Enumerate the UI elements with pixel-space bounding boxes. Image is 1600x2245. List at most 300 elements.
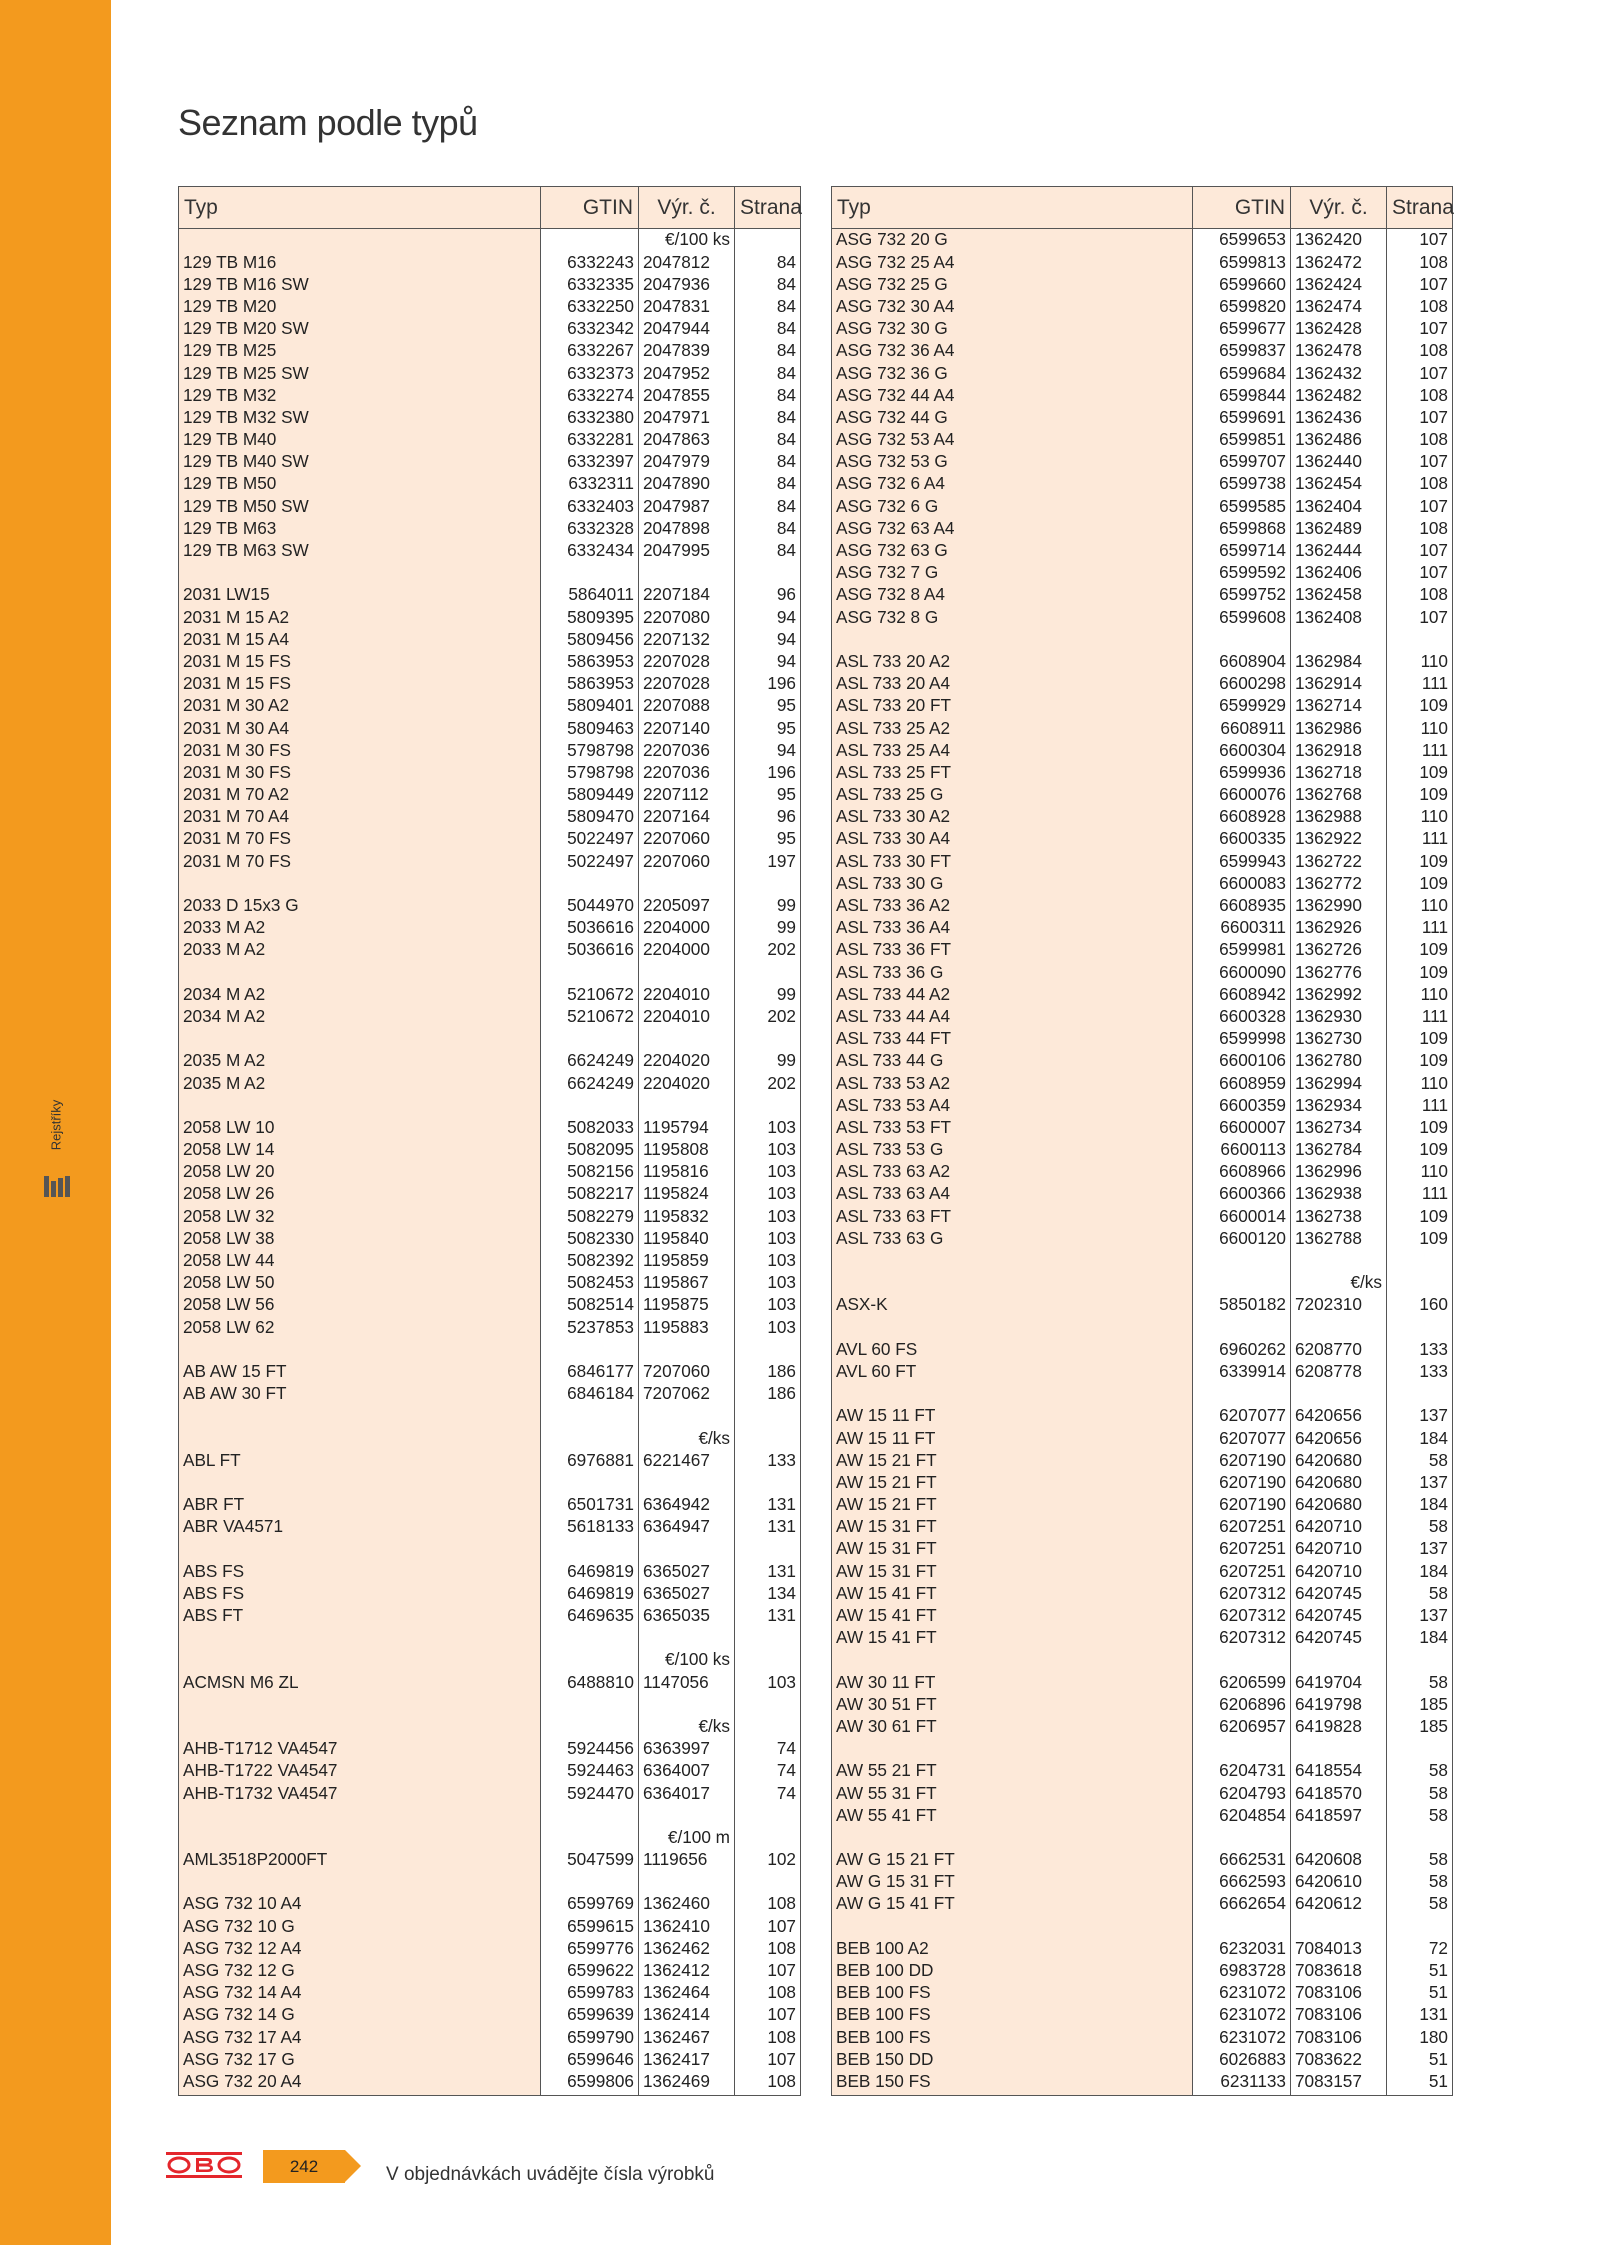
cell-typ: ABS FT bbox=[179, 1605, 541, 1627]
cell-vyr-c: 6420710 bbox=[1291, 1516, 1387, 1538]
cell-strana bbox=[735, 1427, 801, 1449]
cell-vyr-c: 2207036 bbox=[639, 739, 735, 761]
cell-gtin: 5924470 bbox=[541, 1782, 639, 1804]
header-strana: Strana bbox=[1387, 187, 1453, 229]
table-row bbox=[832, 1716, 1453, 1738]
cell-typ: 2031 M 30 A4 bbox=[179, 717, 541, 739]
cell-typ: 2058 LW 38 bbox=[179, 1227, 541, 1249]
cell-typ: ASL 733 20 A2 bbox=[832, 651, 1193, 673]
table-row bbox=[179, 407, 801, 429]
cell-gtin: 6608942 bbox=[1193, 983, 1291, 1005]
cell-typ: ASL 733 63 FT bbox=[832, 1205, 1193, 1227]
cell-strana: 99 bbox=[735, 895, 801, 917]
table-row bbox=[832, 407, 1453, 429]
cell-typ: ASL 733 63 A2 bbox=[832, 1161, 1193, 1183]
cell-typ bbox=[179, 1538, 541, 1560]
cell-typ: ASG 732 44 A4 bbox=[832, 384, 1193, 406]
cell-gtin: 6204793 bbox=[1193, 1782, 1291, 1804]
cell-vyr-c bbox=[639, 1627, 735, 1649]
cell-gtin bbox=[541, 1427, 639, 1449]
cell-vyr-c: 6420656 bbox=[1291, 1427, 1387, 1449]
cell-gtin bbox=[541, 229, 639, 252]
cell-vyr-c: 6419798 bbox=[1291, 1693, 1387, 1715]
cell-strana bbox=[735, 1804, 801, 1826]
cell-strana: 99 bbox=[735, 1050, 801, 1072]
cell-vyr-c: 6420612 bbox=[1291, 1893, 1387, 1915]
cell-gtin: 6232031 bbox=[1193, 1937, 1291, 1959]
cell-strana: 131 bbox=[735, 1494, 801, 1516]
table-row bbox=[179, 340, 801, 362]
cell-vyr-c: 1362988 bbox=[1291, 806, 1387, 828]
cell-strana: 111 bbox=[1387, 739, 1453, 761]
cell-strana: 102 bbox=[735, 1849, 801, 1871]
cell-vyr-c: 2047839 bbox=[639, 340, 735, 362]
cell-strana: 84 bbox=[735, 540, 801, 562]
cell-gtin bbox=[1193, 1649, 1291, 1671]
cell-vyr-c: 1362926 bbox=[1291, 917, 1387, 939]
cell-gtin bbox=[1193, 1738, 1291, 1760]
table-row bbox=[179, 2048, 801, 2070]
cell-strana: 95 bbox=[735, 784, 801, 806]
cell-gtin: 6332403 bbox=[541, 495, 639, 517]
cell-gtin: 5082095 bbox=[541, 1139, 639, 1161]
cell-vyr-c: €/100 ks bbox=[639, 229, 735, 252]
cell-strana: 103 bbox=[735, 1671, 801, 1693]
cell-strana: 109 bbox=[1387, 1139, 1453, 1161]
cell-vyr-c: 1362730 bbox=[1291, 1028, 1387, 1050]
table-row bbox=[832, 939, 1453, 961]
cell-vyr-c: 1362918 bbox=[1291, 739, 1387, 761]
cell-gtin: 6600083 bbox=[1193, 872, 1291, 894]
cell-typ bbox=[179, 961, 541, 983]
cell-gtin: 5863953 bbox=[541, 673, 639, 695]
table-row bbox=[832, 784, 1453, 806]
cell-vyr-c: 1362462 bbox=[639, 1937, 735, 1959]
table-row bbox=[179, 384, 801, 406]
cell-typ: ABS FS bbox=[179, 1582, 541, 1604]
cell-strana: 202 bbox=[735, 1072, 801, 1094]
cell-gtin: 6599868 bbox=[1193, 517, 1291, 539]
table-row bbox=[832, 1072, 1453, 1094]
cell-strana: 109 bbox=[1387, 1117, 1453, 1139]
table-row bbox=[179, 1338, 801, 1360]
cell-typ: 129 TB M25 SW bbox=[179, 362, 541, 384]
cell-strana: 58 bbox=[1387, 1782, 1453, 1804]
cell-strana: 111 bbox=[1387, 1183, 1453, 1205]
cell-vyr-c bbox=[1291, 1250, 1387, 1272]
cell-typ: 129 TB M40 SW bbox=[179, 451, 541, 473]
cell-typ: ASL 733 53 G bbox=[832, 1139, 1193, 1161]
cell-gtin: 6599714 bbox=[1193, 540, 1291, 562]
cell-strana: 84 bbox=[735, 407, 801, 429]
cell-strana: 96 bbox=[735, 806, 801, 828]
cell-gtin: 6599677 bbox=[1193, 318, 1291, 340]
cell-vyr-c: 6420745 bbox=[1291, 1605, 1387, 1627]
table-row bbox=[832, 1627, 1453, 1649]
cell-vyr-c: 1362986 bbox=[1291, 717, 1387, 739]
table-row bbox=[179, 717, 801, 739]
table-row bbox=[832, 1227, 1453, 1249]
cell-typ: 2058 LW 20 bbox=[179, 1161, 541, 1183]
cell-gtin bbox=[1193, 628, 1291, 650]
cell-typ: AW G 15 41 FT bbox=[832, 1893, 1193, 1915]
cell-gtin bbox=[541, 1716, 639, 1738]
cell-strana: 109 bbox=[1387, 1028, 1453, 1050]
cell-strana: 107 bbox=[1387, 540, 1453, 562]
cell-vyr-c bbox=[639, 1472, 735, 1494]
table-row bbox=[179, 273, 801, 295]
table-row bbox=[179, 584, 801, 606]
table-row bbox=[832, 872, 1453, 894]
cell-vyr-c: 7207062 bbox=[639, 1383, 735, 1405]
cell-strana: 103 bbox=[735, 1139, 801, 1161]
cell-strana: 51 bbox=[1387, 2071, 1453, 2096]
cell-typ: 2058 LW 14 bbox=[179, 1139, 541, 1161]
cell-strana: 94 bbox=[735, 606, 801, 628]
cell-typ: 2031 M 15 A2 bbox=[179, 606, 541, 628]
cell-vyr-c: 2047995 bbox=[639, 540, 735, 562]
cell-typ: ASG 732 36 G bbox=[832, 362, 1193, 384]
cell-strana: 96 bbox=[735, 584, 801, 606]
cell-gtin: 6600120 bbox=[1193, 1227, 1291, 1249]
table-row bbox=[179, 562, 801, 584]
cell-typ bbox=[179, 1827, 541, 1849]
cell-typ: ASG 732 6 A4 bbox=[832, 473, 1193, 495]
cell-vyr-c: 7083622 bbox=[1291, 2048, 1387, 2070]
cell-typ: 129 TB M25 bbox=[179, 340, 541, 362]
cell-typ: ASG 732 25 A4 bbox=[832, 251, 1193, 273]
cell-strana: 133 bbox=[1387, 1361, 1453, 1383]
cell-gtin: 6599653 bbox=[1193, 229, 1291, 252]
cell-gtin: 6662593 bbox=[1193, 1871, 1291, 1893]
cell-vyr-c: €/ks bbox=[639, 1716, 735, 1738]
cell-vyr-c: 1362420 bbox=[1291, 229, 1387, 252]
cell-typ: ASG 732 30 G bbox=[832, 318, 1193, 340]
cell-gtin: 6332274 bbox=[541, 384, 639, 406]
table-row bbox=[832, 1937, 1453, 1959]
sidebar-strip bbox=[0, 0, 111, 2245]
table-row bbox=[832, 762, 1453, 784]
cell-gtin: 5809463 bbox=[541, 717, 639, 739]
table-row bbox=[832, 1006, 1453, 1028]
cell-strana: 109 bbox=[1387, 1227, 1453, 1249]
cell-strana: 107 bbox=[735, 1960, 801, 1982]
cell-vyr-c: 1195794 bbox=[639, 1117, 735, 1139]
table-row bbox=[832, 473, 1453, 495]
cell-typ bbox=[179, 1649, 541, 1671]
cell-strana: 74 bbox=[735, 1738, 801, 1760]
cell-strana: 108 bbox=[1387, 473, 1453, 495]
footer-note: V objednávkách uvádějte čísla výrobků bbox=[386, 2164, 715, 2185]
table-row bbox=[832, 628, 1453, 650]
cell-gtin bbox=[541, 1405, 639, 1427]
cell-gtin: 6204854 bbox=[1193, 1804, 1291, 1826]
cell-strana: 134 bbox=[735, 1582, 801, 1604]
cell-gtin: 6599813 bbox=[1193, 251, 1291, 273]
cell-typ: AW 15 41 FT bbox=[832, 1605, 1193, 1627]
cell-gtin: 6600007 bbox=[1193, 1117, 1291, 1139]
cell-gtin: 6231072 bbox=[1193, 1982, 1291, 2004]
cell-typ: ASG 732 12 G bbox=[179, 1960, 541, 1982]
table-row bbox=[832, 850, 1453, 872]
cell-typ: BEB 150 DD bbox=[832, 2048, 1193, 2070]
cell-strana: 103 bbox=[735, 1272, 801, 1294]
table-row bbox=[832, 1050, 1453, 1072]
cell-strana: 185 bbox=[1387, 1693, 1453, 1715]
table-row bbox=[832, 1361, 1453, 1383]
cell-typ: 2034 M A2 bbox=[179, 1006, 541, 1028]
cell-vyr-c: 1195816 bbox=[639, 1161, 735, 1183]
cell-gtin: 6332311 bbox=[541, 473, 639, 495]
cell-typ: ASL 733 36 A4 bbox=[832, 917, 1193, 939]
cell-typ: AVL 60 FT bbox=[832, 1361, 1193, 1383]
cell-typ: ASG 732 8 G bbox=[832, 606, 1193, 628]
page-number: 242 bbox=[263, 2150, 345, 2183]
table-row bbox=[179, 828, 801, 850]
cell-vyr-c: 6420745 bbox=[1291, 1627, 1387, 1649]
cell-vyr-c: 1362478 bbox=[1291, 340, 1387, 362]
cell-vyr-c: 1362922 bbox=[1291, 828, 1387, 850]
cell-strana: 108 bbox=[735, 2071, 801, 2096]
cell-vyr-c: 6420710 bbox=[1291, 1560, 1387, 1582]
table-row bbox=[179, 651, 801, 673]
cell-gtin: 6600106 bbox=[1193, 1050, 1291, 1072]
cell-gtin bbox=[541, 1538, 639, 1560]
cell-typ: AW 15 31 FT bbox=[832, 1538, 1193, 1560]
table-row bbox=[179, 1472, 801, 1494]
cell-vyr-c: 1362474 bbox=[1291, 296, 1387, 318]
cell-typ: ASL 733 36 FT bbox=[832, 939, 1193, 961]
cell-gtin: 6207312 bbox=[1193, 1627, 1291, 1649]
cell-vyr-c: 6420745 bbox=[1291, 1582, 1387, 1604]
cell-strana: 51 bbox=[1387, 1960, 1453, 1982]
cell-strana: 84 bbox=[735, 473, 801, 495]
cell-strana bbox=[735, 1338, 801, 1360]
cell-strana: 84 bbox=[735, 517, 801, 539]
cell-gtin: 6599851 bbox=[1193, 429, 1291, 451]
cell-vyr-c: 1362718 bbox=[1291, 762, 1387, 784]
table-row bbox=[179, 1982, 801, 2004]
table-row bbox=[832, 1427, 1453, 1449]
cell-vyr-c bbox=[639, 1028, 735, 1050]
cell-gtin: 6332373 bbox=[541, 362, 639, 384]
cell-strana: 103 bbox=[735, 1316, 801, 1338]
cell-typ: AW 15 31 FT bbox=[832, 1516, 1193, 1538]
cell-typ bbox=[832, 1272, 1193, 1294]
cell-typ: ASG 732 25 G bbox=[832, 273, 1193, 295]
table-row bbox=[832, 1294, 1453, 1316]
cell-gtin: 6608935 bbox=[1193, 895, 1291, 917]
cell-gtin: 6207077 bbox=[1193, 1405, 1291, 1427]
cell-typ: ABR FT bbox=[179, 1494, 541, 1516]
cell-typ: ABR VA4571 bbox=[179, 1516, 541, 1538]
cell-gtin: 6608911 bbox=[1193, 717, 1291, 739]
cell-strana: 109 bbox=[1387, 762, 1453, 784]
cell-gtin: 5082392 bbox=[541, 1250, 639, 1272]
cell-strana: 110 bbox=[1387, 983, 1453, 1005]
cell-vyr-c: 2047855 bbox=[639, 384, 735, 406]
cell-strana: 99 bbox=[735, 983, 801, 1005]
cell-strana: 51 bbox=[1387, 2048, 1453, 2070]
table-row bbox=[179, 895, 801, 917]
cell-vyr-c: 1195883 bbox=[639, 1316, 735, 1338]
cell-typ: ASL 733 30 G bbox=[832, 872, 1193, 894]
table-row bbox=[832, 540, 1453, 562]
table-row bbox=[179, 917, 801, 939]
cell-strana: 107 bbox=[735, 2004, 801, 2026]
cell-gtin: 6332328 bbox=[541, 517, 639, 539]
cell-strana: 131 bbox=[735, 1516, 801, 1538]
cell-gtin bbox=[1193, 1272, 1291, 1294]
table-row bbox=[832, 1605, 1453, 1627]
cell-typ: ASG 732 30 A4 bbox=[832, 296, 1193, 318]
cell-typ: ASL 733 63 G bbox=[832, 1227, 1193, 1249]
cell-gtin: 6207312 bbox=[1193, 1605, 1291, 1627]
cell-vyr-c bbox=[639, 1804, 735, 1826]
cell-gtin: 5798798 bbox=[541, 762, 639, 784]
cell-strana: 58 bbox=[1387, 1893, 1453, 1915]
cell-strana bbox=[735, 1472, 801, 1494]
cell-vyr-c: 1362726 bbox=[1291, 939, 1387, 961]
table-row bbox=[832, 1760, 1453, 1782]
cell-gtin: 5082033 bbox=[541, 1117, 639, 1139]
header-strana: Strana bbox=[735, 187, 801, 229]
cell-vyr-c: 6365027 bbox=[639, 1582, 735, 1604]
cell-typ: AW 55 31 FT bbox=[832, 1782, 1193, 1804]
table-row bbox=[179, 1427, 801, 1449]
cell-gtin bbox=[541, 1871, 639, 1893]
cell-gtin: 6599929 bbox=[1193, 695, 1291, 717]
cell-vyr-c: 1362934 bbox=[1291, 1094, 1387, 1116]
cell-vyr-c: 1362996 bbox=[1291, 1161, 1387, 1183]
cell-gtin: 6207312 bbox=[1193, 1582, 1291, 1604]
cell-strana: 110 bbox=[1387, 1072, 1453, 1094]
cell-gtin bbox=[1193, 1250, 1291, 1272]
table-row bbox=[179, 1183, 801, 1205]
cell-vyr-c: €/ks bbox=[639, 1427, 735, 1449]
cell-typ: ASL 733 30 FT bbox=[832, 850, 1193, 872]
cell-typ: BEB 100 FS bbox=[832, 1982, 1193, 2004]
cell-typ: ASL 733 25 A4 bbox=[832, 739, 1193, 761]
cell-typ: ASL 733 53 A4 bbox=[832, 1094, 1193, 1116]
cell-vyr-c: 1362408 bbox=[1291, 606, 1387, 628]
table-row bbox=[832, 429, 1453, 451]
table-row bbox=[179, 362, 801, 384]
cell-typ: 2031 M 30 A2 bbox=[179, 695, 541, 717]
cell-typ: BEB 100 DD bbox=[832, 1960, 1193, 1982]
cell-gtin: 6332397 bbox=[541, 451, 639, 473]
cell-strana: 51 bbox=[1387, 1982, 1453, 2004]
cell-strana: 110 bbox=[1387, 806, 1453, 828]
cell-strana: 184 bbox=[1387, 1494, 1453, 1516]
cell-typ: ASL 733 44 A2 bbox=[832, 983, 1193, 1005]
cell-typ: AHB-T1712 VA4547 bbox=[179, 1738, 541, 1760]
table-row bbox=[179, 806, 801, 828]
table-row bbox=[179, 1849, 801, 1871]
cell-gtin: 5924456 bbox=[541, 1738, 639, 1760]
table-row bbox=[832, 1582, 1453, 1604]
cell-strana: 95 bbox=[735, 828, 801, 850]
table-row bbox=[832, 1472, 1453, 1494]
cell-vyr-c: 2047936 bbox=[639, 273, 735, 295]
header-typ: Typ bbox=[832, 187, 1193, 229]
table-row bbox=[179, 1161, 801, 1183]
table-row bbox=[179, 739, 801, 761]
table-row bbox=[179, 1627, 801, 1649]
table-row bbox=[179, 1405, 801, 1427]
cell-strana: 202 bbox=[735, 939, 801, 961]
cell-strana: 108 bbox=[735, 2026, 801, 2048]
section-label-text: Rejstříky bbox=[48, 1099, 64, 1151]
cell-vyr-c: 2207028 bbox=[639, 673, 735, 695]
table-row bbox=[179, 540, 801, 562]
cell-vyr-c: 1362467 bbox=[639, 2026, 735, 2048]
table-row bbox=[179, 1272, 801, 1294]
cell-gtin: 6600366 bbox=[1193, 1183, 1291, 1205]
cell-vyr-c: 6208770 bbox=[1291, 1338, 1387, 1360]
cell-vyr-c: 1195832 bbox=[639, 1205, 735, 1227]
page-title: Seznam podle typů bbox=[178, 102, 478, 143]
cell-typ bbox=[179, 1427, 541, 1449]
cell-vyr-c: 1362914 bbox=[1291, 673, 1387, 695]
cell-vyr-c: 2204010 bbox=[639, 1006, 735, 1028]
cell-gtin: 5798798 bbox=[541, 739, 639, 761]
cell-typ: ASG 732 36 A4 bbox=[832, 340, 1193, 362]
cell-typ: AW 15 21 FT bbox=[832, 1449, 1193, 1471]
cell-typ: AW 30 11 FT bbox=[832, 1671, 1193, 1693]
cell-typ: AHB-T1722 VA4547 bbox=[179, 1760, 541, 1782]
cell-gtin: 6600090 bbox=[1193, 961, 1291, 983]
cell-typ: 2031 M 30 FS bbox=[179, 762, 541, 784]
cell-gtin: 6599639 bbox=[541, 2004, 639, 2026]
cell-strana bbox=[735, 562, 801, 584]
cell-vyr-c bbox=[639, 961, 735, 983]
cell-vyr-c: 7083106 bbox=[1291, 2026, 1387, 2048]
cell-gtin bbox=[541, 872, 639, 894]
cell-vyr-c: 2207132 bbox=[639, 628, 735, 650]
cell-gtin bbox=[541, 1028, 639, 1050]
cell-typ: 129 TB M40 bbox=[179, 429, 541, 451]
cell-gtin bbox=[1193, 1915, 1291, 1937]
cell-vyr-c: 6420608 bbox=[1291, 1849, 1387, 1871]
cell-vyr-c: 1362412 bbox=[639, 1960, 735, 1982]
cell-gtin: 6332267 bbox=[541, 340, 639, 362]
table-row bbox=[832, 1316, 1453, 1338]
cell-gtin: 6231072 bbox=[1193, 2004, 1291, 2026]
cell-strana: 94 bbox=[735, 628, 801, 650]
cell-gtin bbox=[1193, 1827, 1291, 1849]
cell-vyr-c: 2047831 bbox=[639, 296, 735, 318]
cell-gtin: 5082514 bbox=[541, 1294, 639, 1316]
cell-strana: 94 bbox=[735, 739, 801, 761]
table-row bbox=[179, 1693, 801, 1715]
cell-strana bbox=[735, 872, 801, 894]
cell-typ bbox=[832, 1915, 1193, 1937]
cell-gtin: 6960262 bbox=[1193, 1338, 1291, 1360]
cell-typ bbox=[179, 1871, 541, 1893]
cell-strana: 103 bbox=[735, 1227, 801, 1249]
cell-vyr-c bbox=[1291, 1827, 1387, 1849]
cell-gtin: 6624249 bbox=[541, 1050, 639, 1072]
table-row bbox=[832, 1516, 1453, 1538]
cell-typ: 129 TB M50 SW bbox=[179, 495, 541, 517]
cell-strana: 58 bbox=[1387, 1871, 1453, 1893]
cell-gtin: 6332434 bbox=[541, 540, 639, 562]
cell-typ: ASG 732 14 G bbox=[179, 2004, 541, 2026]
cell-typ: ASL 733 44 FT bbox=[832, 1028, 1193, 1050]
cell-gtin: 6608928 bbox=[1193, 806, 1291, 828]
table-row bbox=[179, 517, 801, 539]
